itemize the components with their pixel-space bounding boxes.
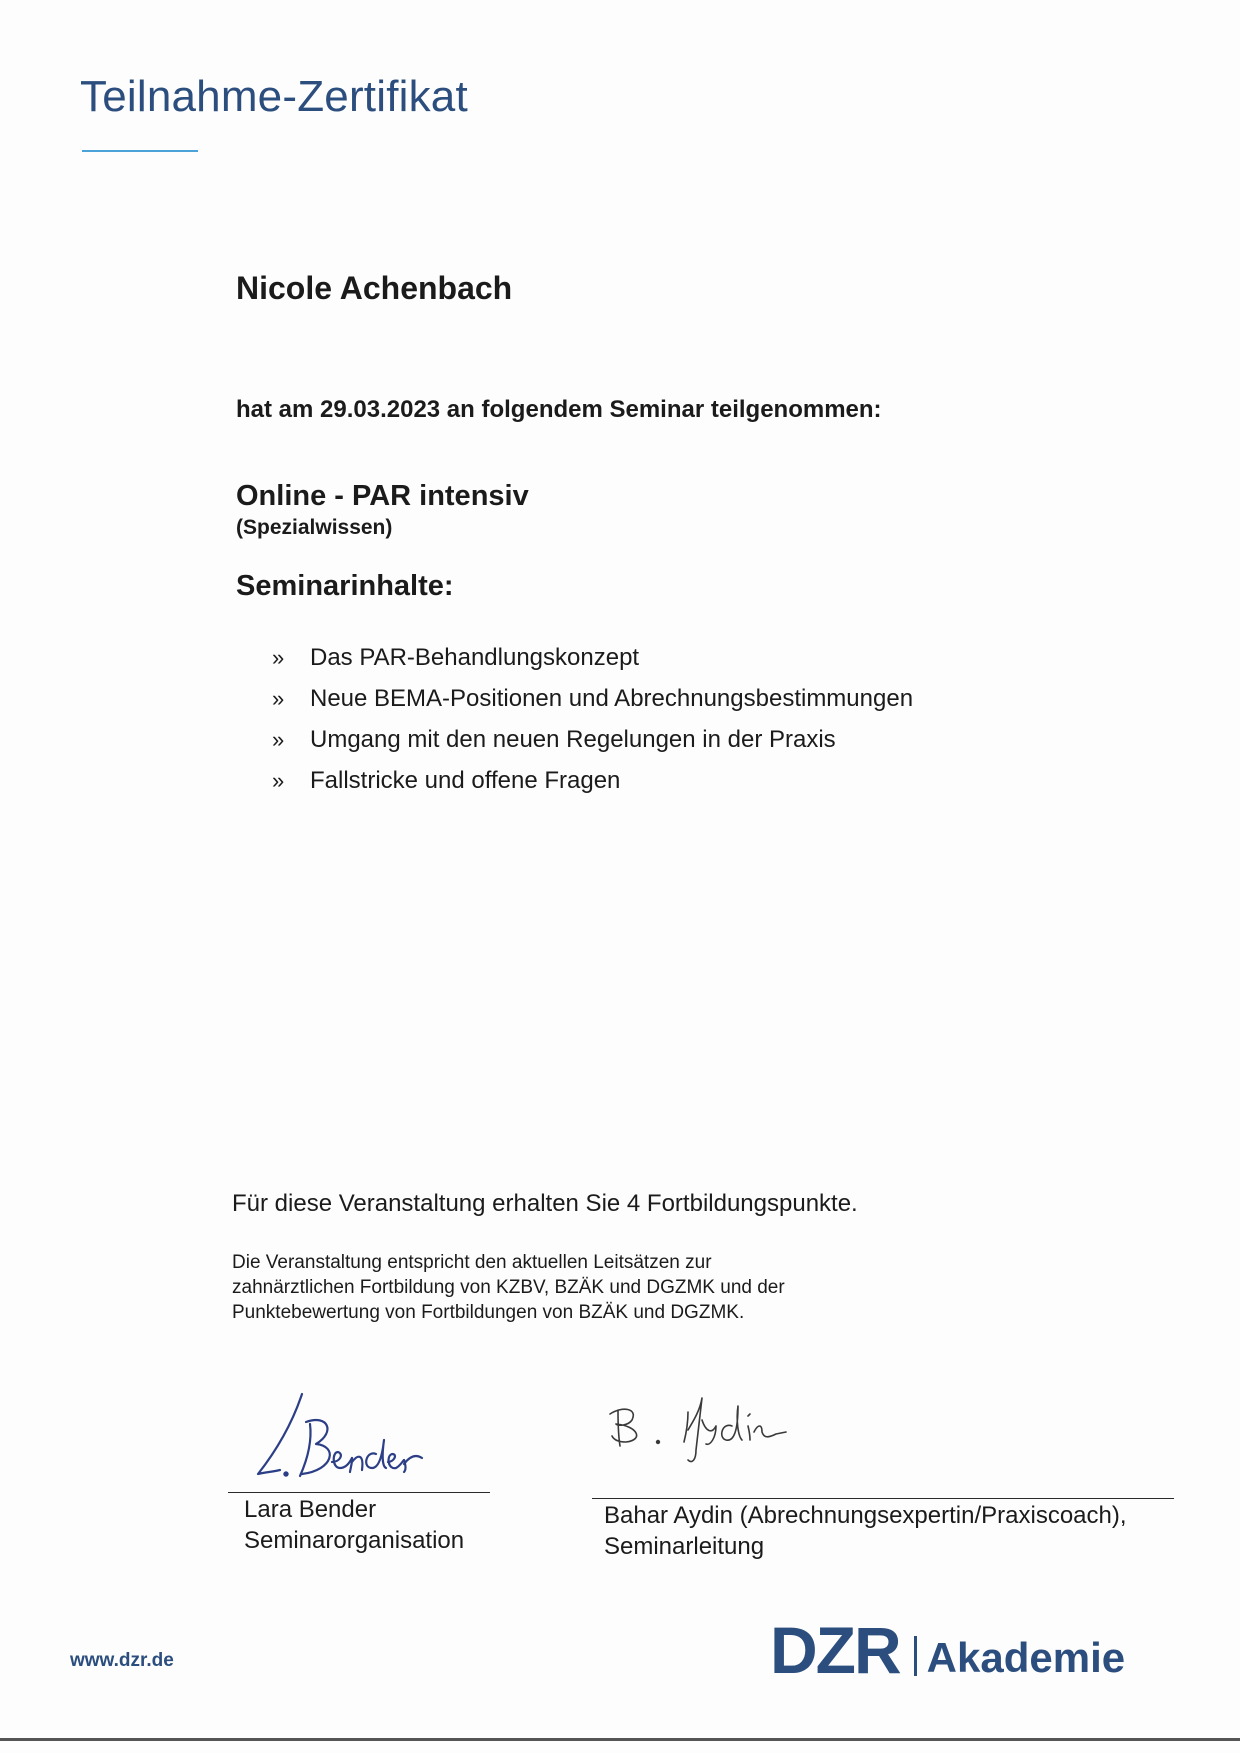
seminar-subtitle: (Spezialwissen) [236,516,393,539]
scan-bottom-edge [0,1738,1240,1741]
topic-text: Umgang mit den neuen Regelungen in der Praxis [310,726,836,753]
title-accent-rule [82,150,198,152]
signer-role: Seminarleitung [604,1533,765,1560]
signature-line [228,1492,490,1493]
guidelines-text [232,1250,912,1325]
logo-mark: DZR [770,1613,900,1687]
guidelines-line: zahnärztlichen Fortbildung von KZBV, BZÄK und DGZMK und der [232,1277,785,1298]
bullet-icon: » [272,645,285,670]
topic-text: Neue BEMA-Positionen und Abrechnungsbestimmungen [310,685,914,712]
signer-role: Seminarorganisation [244,1527,465,1554]
points-statement: Für diese Veranstaltung erhalten Sie 4 Fortbildungspunkte. [232,1190,858,1217]
website-link[interactable]: www.dzr.de [70,1650,174,1671]
list-item [272,644,913,685]
logo-wordmark: Akademie [926,1634,1126,1681]
topics-list [272,644,913,808]
topic-text: Fallstricke und offene Fragen [310,767,621,794]
signature-bender [244,1388,444,1488]
signature-aydin [604,1390,844,1490]
list-item [272,767,913,808]
certificate-title: Teilnahme-Zertifikat [80,72,468,121]
list-item [272,726,913,767]
guidelines-line: Die Veranstaltung entspricht den aktuellen Leitsätzen zur [232,1252,712,1273]
bullet-icon: » [272,768,285,793]
signature-line [592,1498,1174,1499]
topic-text: Das PAR-Behandlungskonzept [310,644,640,671]
signer-right [604,1500,1127,1562]
guidelines-line: Punktebewertung von Fortbildungen von BZÄK und DGZMK. [232,1302,745,1323]
bullet-icon: » [272,686,285,711]
signer-left [244,1494,464,1556]
participation-statement: hat am 29.03.2023 an folgendem Seminar teilgenommen: [236,396,882,423]
contents-heading: Seminarinhalte: [236,570,454,602]
participant-name: Nicole Achenbach [236,270,513,306]
dzr-akademie-logo [770,1613,1126,1687]
seminar-title: Online - PAR intensiv [236,480,529,512]
bullet-icon: » [272,727,285,752]
list-item [272,685,913,726]
signer-name: Bahar Aydin (Abrechnungsexpertin/Praxiscoach), [604,1502,1127,1529]
logo-divider [914,1636,917,1676]
signer-name: Lara Bender [244,1496,377,1523]
